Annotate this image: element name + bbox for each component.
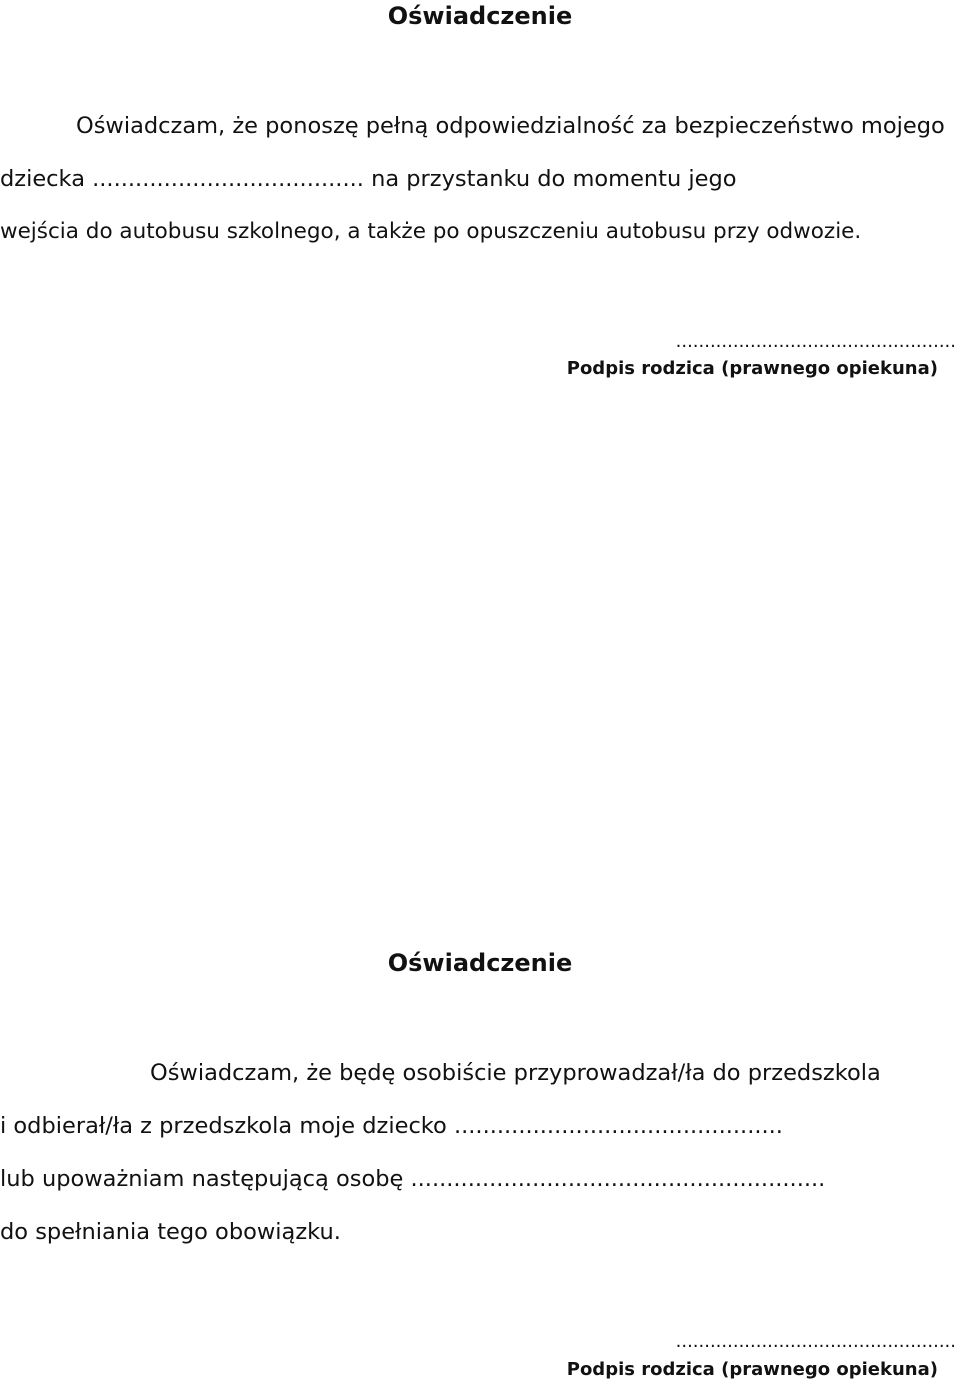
section1-line2: dziecka ...................................... na przystanku do momentu jego: [0, 166, 737, 192]
section2-title: Oświadczenie: [387, 949, 573, 977]
section2-line4: do spełniania tego obowiązku.: [0, 1219, 341, 1245]
section2-signature-line: .................................................: [675, 1331, 956, 1352]
section1-signature-line: .................................................: [675, 331, 956, 352]
section2-line1: Oświadczam, że będę osobiście przyprowadzał/ła do przedszkola: [150, 1060, 881, 1086]
section1-line3: wejścia do autobusu szkolnego, a także po opuszczeniu autobusu przy odwozie.: [0, 219, 862, 244]
section2-line2: i odbierał/ła z przedszkola moje dziecko ..............................................: [0, 1113, 783, 1139]
section2-line3: lub upoważniam następującą osobę ..........................................................: [0, 1166, 826, 1192]
section1-title: Oświadczenie: [387, 2, 573, 30]
section2-signature-label: Podpis rodzica (prawnego opiekuna): [566, 1359, 938, 1380]
section1-signature-label: Podpis rodzica (prawnego opiekuna): [566, 358, 938, 379]
section1-line1: Oświadczam, że ponoszę pełną odpowiedzialność za bezpieczeństwo mojego: [76, 113, 945, 139]
